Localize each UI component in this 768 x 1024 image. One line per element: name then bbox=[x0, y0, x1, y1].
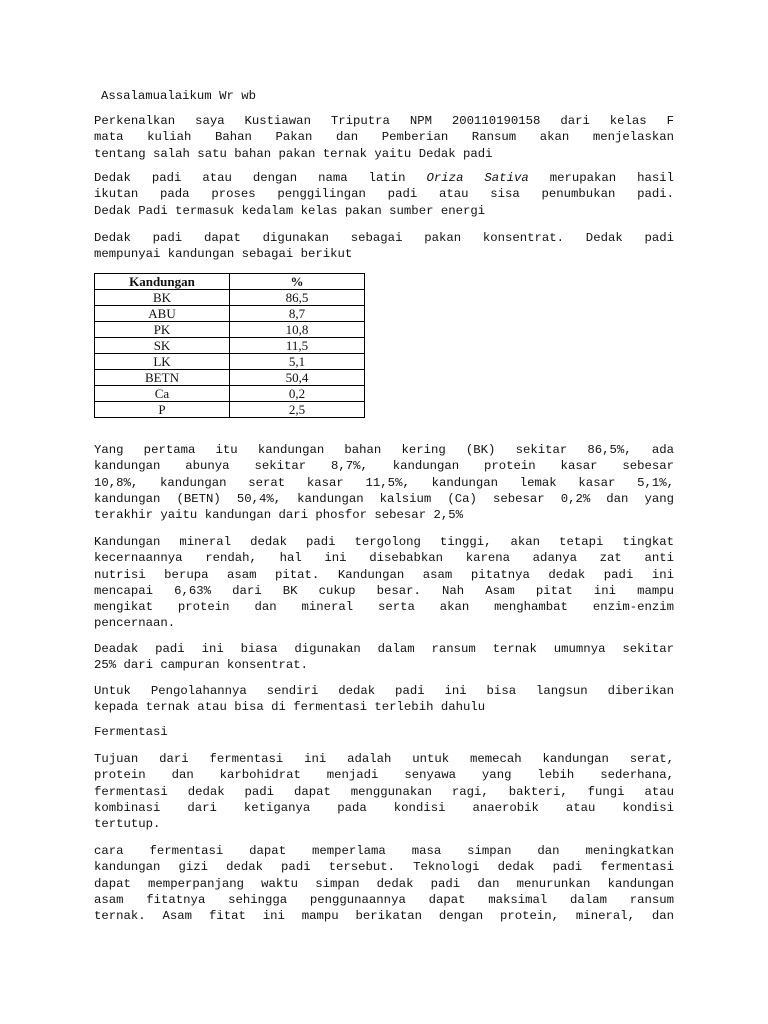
text-line: Yang pertama itu kandungan bahan kering (BK) sekitar 86,5%, ada bbox=[94, 443, 674, 457]
text-line: pencernaan. bbox=[94, 616, 176, 631]
text-line: tertutup. bbox=[94, 817, 161, 832]
mineral-paragraph bbox=[94, 534, 674, 632]
table-row bbox=[95, 402, 365, 418]
table-header-row bbox=[95, 274, 365, 290]
text-line: 25% dari campuran konsentrat. bbox=[94, 658, 309, 673]
processing-paragraph bbox=[94, 683, 674, 716]
text-line: Dedak Padi termasuk kedalam kelas pakan sumber energi bbox=[94, 203, 486, 218]
column-header-percent: % bbox=[230, 274, 365, 290]
column-header-kandungan: Kandungan bbox=[95, 274, 230, 290]
table-cell: LK bbox=[95, 354, 230, 370]
text-line: kandungan abunya sekitar 8,7%, kandungan protein kasar sebesar bbox=[94, 459, 674, 474]
text-line: kombinasi dari ketiganya pada kondisi anaerobik atau kondisi bbox=[94, 800, 674, 815]
table-cell: BK bbox=[95, 290, 230, 306]
composition-paragraph bbox=[94, 442, 674, 523]
table-row bbox=[95, 386, 365, 402]
table-row bbox=[95, 290, 365, 306]
latin-name: Oriza Sativa bbox=[426, 171, 529, 185]
text-line: Tujuan dari fermentasi ini adalah untuk memecah kandungan serat, bbox=[94, 752, 674, 766]
fermentation-purpose-paragraph bbox=[94, 751, 674, 832]
table-cell: Ca bbox=[95, 386, 230, 402]
table-cell: 86,5 bbox=[230, 290, 365, 306]
table-row bbox=[95, 338, 365, 354]
text-line: Untuk Pengolahannya sendiri dedak padi ini bisa langsun diberikan bbox=[94, 684, 674, 698]
ration-paragraph bbox=[94, 641, 674, 674]
text-line: kepada ternak atau bisa di fermentasi terlebih dahulu bbox=[94, 700, 486, 715]
table-cell: BETN bbox=[95, 370, 230, 386]
table-cell: 50,4 bbox=[230, 370, 365, 386]
text-line: fermentasi dedak padi dapat menggunakan ragi, bakteri, fungi atau bbox=[94, 784, 674, 799]
table-cell: SK bbox=[95, 338, 230, 354]
text-line: kandungan (BETN) 50,4%, kandungan kalsium (Ca) sebesar 0,2% dan yang bbox=[94, 491, 674, 506]
text-line: kandungan gizi dedak padi tersebut. Teknologi dedak padi fermentasi bbox=[94, 860, 674, 875]
text-line: cara fermentasi dapat memperlama masa simpan dan meningkatkan bbox=[94, 844, 674, 858]
text-line: mata kuliah Bahan Pakan dan Pemberian Ransum akan menjelaskan bbox=[94, 130, 674, 145]
text-line: nutrisi berupa asam pitat. Kandungan asam pitatnya dedak padi ini bbox=[94, 567, 674, 582]
table-cell: PK bbox=[95, 322, 230, 338]
text-line: asam fitatnya sehingga penggunaannya dapat maksimal dalam ransum bbox=[94, 892, 674, 907]
intro-paragraph bbox=[94, 113, 674, 162]
text-line: ternak. Asam fitat ini mampu berikatan dengan protein, mineral, dan bbox=[94, 909, 674, 924]
text-line: mengikat protein dan mineral serta akan menghambat enzim-enzim bbox=[94, 600, 674, 615]
table-cell: 11,5 bbox=[230, 338, 365, 354]
text-line: mencapai 6,63% dari BK cukup besar. Nah Asam pitat ini mampu bbox=[94, 583, 674, 598]
text-line: mempunyai kandungan sebagai berikut bbox=[94, 247, 353, 262]
fermentation-benefit-paragraph bbox=[94, 843, 674, 924]
text-line: protein dan karbohidrat menjadi senyawa yang lebih sederhana, bbox=[94, 768, 674, 783]
section-heading-fermentasi: Fermentasi bbox=[94, 725, 168, 739]
text-line: Perkenalkan saya Kustiawan Triputra NPM 200110190158 dari kelas F bbox=[94, 114, 674, 128]
nutrient-table bbox=[94, 273, 365, 418]
text-line: tentang salah satu bahan pakan ternak yaitu Dedak padi bbox=[94, 146, 493, 161]
text-line: Dedak padi dapat digunakan sebagai pakan konsentrat. Dedak padi bbox=[94, 231, 674, 245]
text-line: ikutan pada proses penggilingan padi atau sisa penumbukan padi. bbox=[94, 187, 674, 202]
table-cell: ABU bbox=[95, 306, 230, 322]
table-cell: 8,7 bbox=[230, 306, 365, 322]
text-line: 10,8%, kandungan serat kasar 11,5%, kandungan lemak kasar 5,1%, bbox=[94, 475, 674, 490]
text-line: kecernaannya rendah, hal ini disebabkan karena adanya zat anti bbox=[94, 551, 674, 566]
table-row bbox=[95, 306, 365, 322]
table-cell: 2,5 bbox=[230, 402, 365, 418]
definition-paragraph bbox=[94, 170, 674, 219]
text-line: terakhir yaitu kandungan dari phosfor sebesar 2,5% bbox=[94, 508, 463, 523]
table-cell: 0,2 bbox=[230, 386, 365, 402]
table-cell: P bbox=[95, 402, 230, 418]
table-row bbox=[95, 322, 365, 338]
greeting: Assalamualaikum Wr wb bbox=[101, 89, 256, 103]
text-line: Deadak padi ini biasa digunakan dalam ransum ternak umumnya sekitar bbox=[94, 642, 674, 656]
usage-paragraph bbox=[94, 230, 674, 263]
text-line: Kandungan mineral dedak padi tergolong tinggi, akan tetapi tingkat bbox=[94, 535, 674, 549]
table-row bbox=[95, 354, 365, 370]
table-row bbox=[95, 370, 365, 386]
text-line-latin: Dedak padi atau dengan nama latin Oriza Sativa merupakan hasil bbox=[94, 171, 674, 185]
text-line: dapat memperpanjang waktu simpan dedak padi dan menurunkan kandungan bbox=[94, 876, 674, 891]
table-cell: 10,8 bbox=[230, 322, 365, 338]
table-cell: 5,1 bbox=[230, 354, 365, 370]
